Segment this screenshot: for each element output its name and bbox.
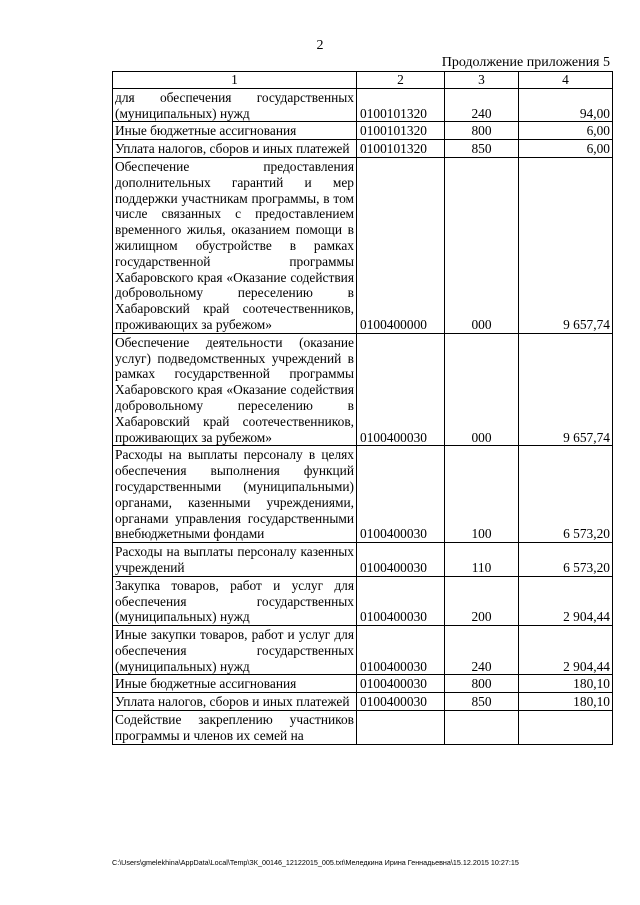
row-sum: 9 657,74	[519, 333, 613, 446]
row-name: Расходы на выплаты персоналу в целях обеспечения выполнения функций государственными (муниципальными) органами, казенными учреждениями, органами управления государственными внебюджетными фондами	[113, 446, 357, 543]
row-code: 0100400000	[357, 157, 445, 333]
table-row	[113, 576, 613, 625]
row-name: Содействие закреплению участников программы и членов их семей на	[113, 711, 357, 745]
row-code	[357, 711, 445, 745]
row-code: 0100400030	[357, 576, 445, 625]
row-sum: 2 904,44	[519, 576, 613, 625]
row-name: Уплата налогов, сборов и иных платежей	[113, 693, 357, 711]
row-name: Обеспечение предоставления дополнительных гарантий и мер поддержки участникам программы, в том числе связанных с предоставлением временного жилья, оказанием помощи в жилищном обустройстве в рамках государственной программы Хабаровского края «Оказание содействия добровольному переселению в Хабаровский край соотечественников, проживающих за рубежом»	[113, 157, 357, 333]
row-name: Закупка товаров, работ и услуг для обеспечения государственных (муниципальных) нужд	[113, 576, 357, 625]
table-row	[113, 122, 613, 140]
row-sum: 180,10	[519, 675, 613, 693]
table-row	[113, 446, 613, 543]
row-code: 0100400030	[357, 333, 445, 446]
row-code: 0100400030	[357, 543, 445, 577]
row-vr: 850	[445, 693, 519, 711]
row-vr: 000	[445, 157, 519, 333]
header-row	[113, 72, 613, 89]
table-row	[113, 675, 613, 693]
row-sum: 94,00	[519, 88, 613, 122]
row-vr: 000	[445, 333, 519, 446]
row-name: Уплата налогов, сборов и иных платежей	[113, 140, 357, 158]
row-vr: 240	[445, 88, 519, 122]
row-sum	[519, 711, 613, 745]
row-code: 0100400030	[357, 626, 445, 675]
budget-table	[112, 71, 613, 745]
row-vr: 240	[445, 626, 519, 675]
row-sum: 6 573,20	[519, 543, 613, 577]
column-header: 2	[357, 72, 445, 89]
row-code: 0100101320	[357, 122, 445, 140]
row-code: 0100101320	[357, 140, 445, 158]
row-name: Расходы на выплаты персоналу казенных учреждений	[113, 543, 357, 577]
row-name: Иные бюджетные ассигнования	[113, 122, 357, 140]
row-name: Иные закупки товаров, работ и услуг для обеспечения государственных (муниципальных) нужд	[113, 626, 357, 675]
row-name: Иные бюджетные ассигнования	[113, 675, 357, 693]
column-header: 1	[113, 72, 357, 89]
table-row	[113, 333, 613, 446]
row-vr: 110	[445, 543, 519, 577]
row-vr: 800	[445, 675, 519, 693]
file-path-footer: C:\Users\gmelekhina\AppData\Local\Temp\ЗК_00146_12122015_005.txt\Меледкина Ирина Геннадьевна\15.12.2015 10:27:15	[112, 858, 519, 867]
row-vr: 850	[445, 140, 519, 158]
row-code: 0100400030	[357, 675, 445, 693]
row-sum: 6 573,20	[519, 446, 613, 543]
row-code: 0100400030	[357, 446, 445, 543]
row-sum: 9 657,74	[519, 157, 613, 333]
row-sum: 180,10	[519, 693, 613, 711]
row-vr: 200	[445, 576, 519, 625]
row-name: для обеспечения государственных (муниципальных) нужд	[113, 88, 357, 122]
row-sum: 6,00	[519, 122, 613, 140]
page-number: 2	[316, 38, 324, 53]
row-code: 0100400030	[357, 693, 445, 711]
table-row	[113, 711, 613, 745]
table-row	[113, 140, 613, 158]
table-row	[113, 157, 613, 333]
row-sum: 2 904,44	[519, 626, 613, 675]
column-header: 3	[445, 72, 519, 89]
table-row	[113, 88, 613, 122]
row-code: 0100101320	[357, 88, 445, 122]
row-vr	[445, 711, 519, 745]
row-vr: 800	[445, 122, 519, 140]
table-row	[113, 693, 613, 711]
table-row	[113, 626, 613, 675]
continuation-label: Продолжение приложения 5	[441, 55, 610, 70]
row-name: Обеспечение деятельности (оказание услуг) подведомственных учреждений в рамках государственной программы Хабаровского края «Оказание содействия добровольному переселению в Хабаровский край соотечественников, проживающих за рубежом»	[113, 333, 357, 446]
row-sum: 6,00	[519, 140, 613, 158]
table-row	[113, 543, 613, 577]
column-header: 4	[519, 72, 613, 89]
row-vr: 100	[445, 446, 519, 543]
